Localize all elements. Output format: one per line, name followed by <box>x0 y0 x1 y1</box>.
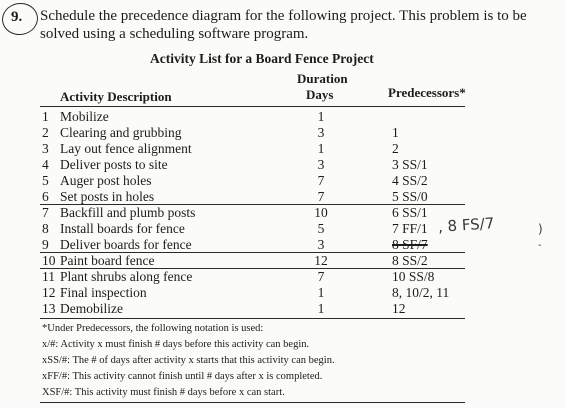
activity-predecessors: 10 SS/8 <box>392 269 435 284</box>
activity-description: Set posts in holes <box>60 189 155 204</box>
activity-duration: 1 <box>317 109 325 124</box>
activity-duration: 7 <box>317 173 325 188</box>
activity-number: 7 <box>42 205 49 220</box>
activity-description: Plant shrubs along fence <box>60 269 193 284</box>
handwritten-margin-dash: - <box>538 240 542 251</box>
activity-description: Deliver posts to site <box>60 157 168 172</box>
activity-predecessors: 5 SS/0 <box>392 189 428 204</box>
table-bottom-rule <box>40 318 465 319</box>
activity-number: 2 <box>42 125 49 140</box>
activity-number: 6 <box>42 189 49 204</box>
table-row <box>0 157 565 172</box>
header-rule <box>40 106 465 107</box>
activity-predecessors-struck: 8 SF/7 <box>392 237 428 252</box>
table-row <box>0 269 565 284</box>
notation-item: XSF/#: This activity must finish # days before x can start. <box>42 387 285 398</box>
header-predecessors: Predecessors* <box>388 85 466 100</box>
activity-duration: 7 <box>317 269 325 284</box>
table-title: Activity List for a Board Fence Project <box>150 51 374 66</box>
activity-predecessors: 3 SS/1 <box>392 157 428 172</box>
activity-description: Clearing and grubbing <box>60 125 182 140</box>
table-row <box>0 125 565 140</box>
activity-duration: 5 <box>317 221 325 236</box>
activity-description: Deliver boards for fence <box>60 237 192 252</box>
activity-predecessors: 1 <box>392 125 399 140</box>
activity-predecessors: 4 SS/2 <box>392 173 428 188</box>
activity-number: 3 <box>42 141 49 156</box>
table-row <box>0 285 565 300</box>
activity-duration: 1 <box>317 301 325 316</box>
activity-description: Mobilize <box>60 109 109 124</box>
activity-duration: 3 <box>317 237 325 252</box>
activity-predecessors: 8 SS/2 <box>392 253 428 268</box>
activity-predecessors: 8, 10/2, 11 <box>392 285 450 300</box>
table-row <box>0 173 565 188</box>
table-row <box>0 141 565 156</box>
problem-statement-line1: Schedule the precedence diagram for the following project. This problem is to be <box>40 8 527 24</box>
activity-description: Backfill and plumb posts <box>60 205 196 220</box>
activity-duration: 12 <box>314 253 328 268</box>
table-row <box>0 237 565 252</box>
notation-item: x/#: Activity x must finish # days before this activity can begin. <box>42 339 310 350</box>
activity-duration: 1 <box>317 141 325 156</box>
notation-intro: *Under Predecessors, the following notation is used: <box>42 323 264 334</box>
activity-number: 9 <box>42 237 49 252</box>
notation-item: xSS/#: The # of days after activity x starts that this activity can begin. <box>42 355 335 366</box>
question-number: 9. <box>11 9 23 25</box>
header-days: Days <box>306 87 334 102</box>
activity-number: 5 <box>42 173 49 188</box>
activity-duration: 7 <box>317 189 325 204</box>
activity-predecessors: 12 <box>392 301 406 316</box>
activity-description: Auger post holes <box>60 173 152 188</box>
activity-number: 4 <box>42 157 49 172</box>
activity-description: Lay out fence alignment <box>60 141 192 156</box>
table-row <box>0 109 565 124</box>
activity-description: Install boards for fence <box>60 221 185 236</box>
table-row <box>0 301 565 316</box>
table-row <box>0 189 565 204</box>
header-duration: Duration <box>297 71 348 86</box>
activity-number: 8 <box>42 221 49 236</box>
activity-number: 13 <box>42 301 56 316</box>
activity-number: 12 <box>42 285 56 300</box>
activity-description: Demobilize <box>60 301 123 316</box>
activity-duration: 10 <box>314 205 328 220</box>
problem-statement-line2: solved using a scheduling software program. <box>40 26 309 42</box>
activity-duration: 3 <box>317 157 325 172</box>
activity-predecessors: 2 <box>392 141 399 156</box>
activity-number: 1 <box>42 109 49 124</box>
activity-description: Final inspection <box>60 285 147 300</box>
table-row <box>0 253 565 268</box>
activity-number: 11 <box>42 269 55 284</box>
notation-item: xFF/#: This activity cannot finish until # days after x is completed. <box>42 371 323 382</box>
activity-number: 10 <box>42 253 56 268</box>
activity-duration: 3 <box>317 125 325 140</box>
header-activity-description: Activity Description <box>60 89 172 104</box>
activity-duration: 1 <box>317 285 325 300</box>
activity-description: Paint board fence <box>60 253 155 268</box>
activity-predecessors: 6 SS/1 <box>392 205 428 220</box>
activity-predecessors: 7 FF/1 <box>392 221 428 236</box>
handwritten-margin-mark: ) <box>538 222 543 236</box>
handwritten-predecessor-note: , 8 FS/7 <box>437 214 495 236</box>
footnote-bottom-rule <box>40 402 465 403</box>
